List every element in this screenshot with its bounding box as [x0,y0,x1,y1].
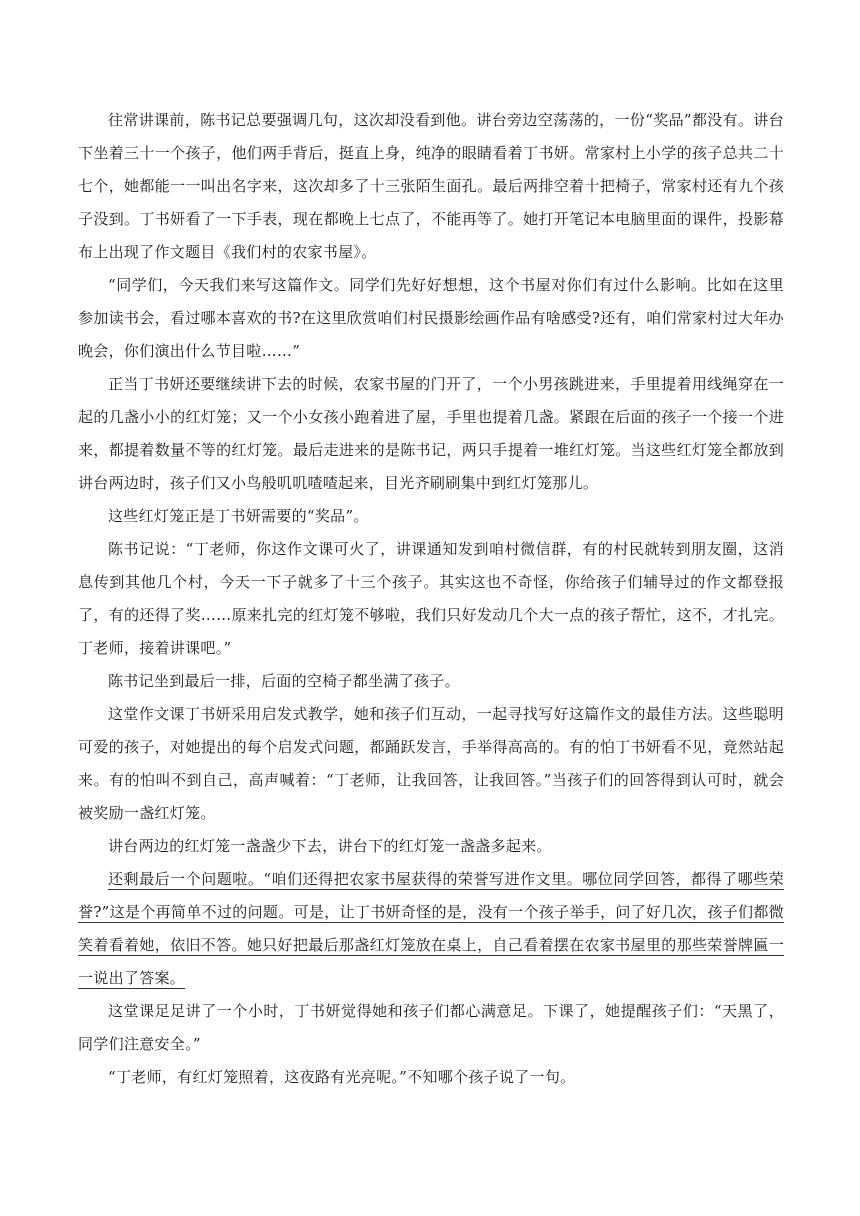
underlined-paragraph: 还剩最后一个问题啦。“咱们还得把农家书屋获得的荣誉写进作文里。哪位同学回答，都得了哪些荣誉?”这是个再简单不过的问题。可是，让丁书妍奇怪的是，没有一个孩子举手，问了好几次，孩子们都微笑着看着她，依旧不答。她只好把最后那盏红灯笼放在桌上，自己看着摆在农家书屋里的那些荣誉牌匾一一说出了答案。 [78,870,784,987]
paragraph-7: 这堂作文课丁书妍采用启发式教学，她和孩子们互动，一起寻找写好这篇作文的最佳方法。这些聪明可爱的孩子，对她提出的每个启发式问题，都踊跃发言，手举得高高的。有的怕丁书妍看不见，竟然站起来。有的怕叫不到自己，高声喊着：“丁老师，让我回答，让我回答。”当孩子们的回答得到认可时，就会被奖励一盏红灯笼。 [78,705,784,822]
paragraph-6: 陈书记坐到最后一排，后面的空椅子都坐满了孩子。 [108,672,460,690]
paragraph-1: 往常讲课前，陈书记总要强调几句，这次却没看到他。讲台旁边空荡荡的，一份“奖品”都没有。讲台下坐着三十一个孩子，他们两手背后，挺直上身，纯净的眼睛看着丁书妍。常家村上小学的孩子总共二十七个，她都能一一叫出名字来，这次却多了十三张陌生面孔。最后两排空着十把椅子，常家村还有九个孩子没到。丁书妍看了一下手表，现在都晚上七点了，不能再等了。她打开笔记本电脑里面的课件，投影幕布上出现了作文题目《我们村的农家书屋》。 [78,111,784,261]
paragraph-5: 陈书记说：“丁老师，你这作文课可火了，讲课通知发到咱村微信群，有的村民就转到朋友圈，这消息传到其他几个村，今天一下子就多了十三个孩子。其实这也不奇怪，你给孩子们辅导过的作文都登报了，有的还得了奖……原来扎完的红灯笼不够啦，我们只好发动几个大一点的孩子帮忙，这不，才扎完。丁老师，接着讲课吧。” [78,540,784,657]
document-page [78,104,784,1094]
paragraph-8: 讲台两边的红灯笼一盏盏少下去，讲台下的红灯笼一盏盏多起来。 [108,837,552,855]
paragraph-4: 这些红灯笼正是丁书妍需要的“奖品”。 [108,507,369,525]
paragraph-10: 这堂课足足讲了一个小时，丁书妍觉得她和孩子们都心满意足。下课了，她提醒孩子们：“天黑了，同学们注意安全。” [78,1002,784,1053]
paragraph-3: 正当丁书妍还要继续讲下去的时候，农家书屋的门开了，一个小男孩跳进来，手里提着用线绳穿在一起的几盏小小的红灯笼；又一个小女孩小跑着进了屋，手里也提着几盏。紧跟在后面的孩子一个接一个进来，都提着数量不等的红灯笼。最后走进来的是陈书记，两只手提着一堆红灯笼。当这些红灯笼全都放到讲台两边时，孩子们又小鸟般叽叽喳喳起来，目光齐刷刷集中到红灯笼那儿。 [78,375,784,492]
paragraph-2: “同学们，今天我们来写这篇作文。同学们先好好想想，这个书屋对你们有过什么影响。比如在这里参加读书会，看过哪本喜欢的书?在这里欣赏咱们村民摄影绘画作品有啥感受?还有，咱们常家村过大年办晚会，你们演出什么节目啦……” [78,276,784,360]
paragraph-11: “丁老师，有红灯笼照着，这夜路有光亮呢。”不知哪个孩子说了一句。 [108,1068,576,1086]
